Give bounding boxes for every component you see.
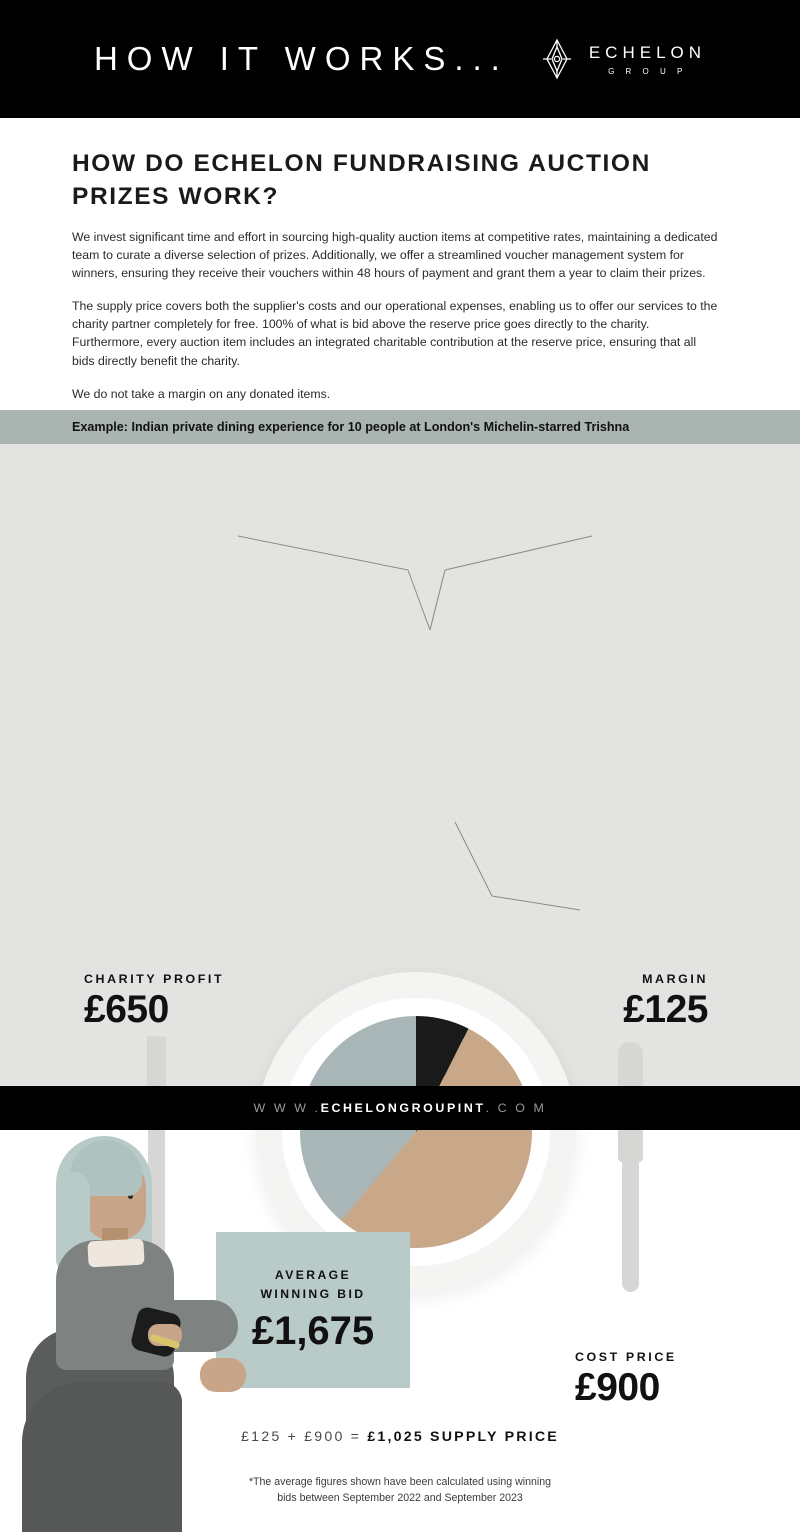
- intro-paragraph-1: We invest significant time and effort in sourcing high-quality auction items at competitive rates, maintaining a dedicated team to curate a diverse selection of prizes. Additionally, we offer a streamlined voucher management system for winners, ensuring they receive their vouchers within 48 hours of payment and grant them a year to claim their prizes.: [72, 230, 718, 281]
- header-inner: [94, 37, 706, 81]
- average-winning-bid-title: [261, 1266, 366, 1303]
- label-margin-value: £125: [623, 988, 708, 1031]
- label-charity-profit-value: £650: [84, 988, 169, 1031]
- logo-name: ECHELON: [588, 42, 707, 62]
- url-prefix: W W W .: [253, 1101, 321, 1115]
- label-charity-profit-title: CHARITY PROFIT: [84, 972, 225, 986]
- intro-section: [0, 118, 800, 410]
- label-cost-price: [575, 1350, 677, 1410]
- example-banner: [0, 410, 800, 444]
- skirt-shadow: [22, 1382, 182, 1532]
- person-illustration: [22, 1132, 242, 1532]
- formula-left: £125 + £900 =: [241, 1429, 368, 1445]
- bid-title-line2: WINNING BID: [260, 1286, 366, 1301]
- average-winning-bid-card: [216, 1232, 410, 1388]
- label-margin-title: MARGIN: [642, 972, 708, 986]
- collar: [87, 1239, 144, 1268]
- footer-website-url[interactable]: [254, 1101, 547, 1115]
- brand-logo: [537, 37, 706, 81]
- formula-bold: £1,025 SUPPLY PRICE: [367, 1429, 559, 1445]
- footnote-line-2: bids between September 2022 and September 2023: [277, 1492, 523, 1505]
- logo-subtitle: G R O U P: [608, 66, 687, 76]
- bid-title-line1: AVERAGE: [274, 1268, 352, 1283]
- label-charity-profit: [84, 972, 224, 1032]
- label-cost-price-value: £900: [575, 1366, 660, 1409]
- chart-footnote: [0, 1474, 800, 1507]
- intro-inner: [0, 118, 800, 403]
- hand-lower: [200, 1358, 246, 1392]
- section-heading: HOW DO ECHELON FUNDRAISING AUCTION PRIZES WORK?: [72, 150, 651, 210]
- example-text: Example: Indian private dining experience for 10 people at London's Michelin-starred Trishna: [72, 420, 630, 434]
- footnote-line-1: *The average figures shown have been calculated using winning: [248, 1476, 552, 1488]
- supply-price-formula: [0, 1429, 800, 1445]
- logo-wordmark: [589, 43, 706, 76]
- page-title: HOW IT WORKS...: [93, 40, 509, 77]
- intro-paragraph-3: We do not take a margin on any donated items.: [72, 386, 331, 401]
- page-header: [0, 0, 800, 118]
- label-margin: [588, 972, 708, 1032]
- intro-paragraph-2: The supply price covers both the supplier's costs and our operational expenses, enabling us to offer our services to the charity partner completely for free. 100% of what is bid above the reserve price goes directly to the charity. Furthermore, every auction item includes an integrated charitable contribution at the reserve price, ensuring that all bids directly benefit the charity.: [72, 299, 718, 368]
- page-footer: [0, 1086, 800, 1130]
- label-cost-price-title: COST PRICE: [575, 1350, 677, 1364]
- url-suffix: . C O M: [485, 1101, 547, 1115]
- average-winning-bid-value: £1,675: [251, 1308, 375, 1353]
- url-domain: ECHELONGROUPINT: [320, 1101, 486, 1115]
- diamond-fleuron-icon: [537, 37, 577, 81]
